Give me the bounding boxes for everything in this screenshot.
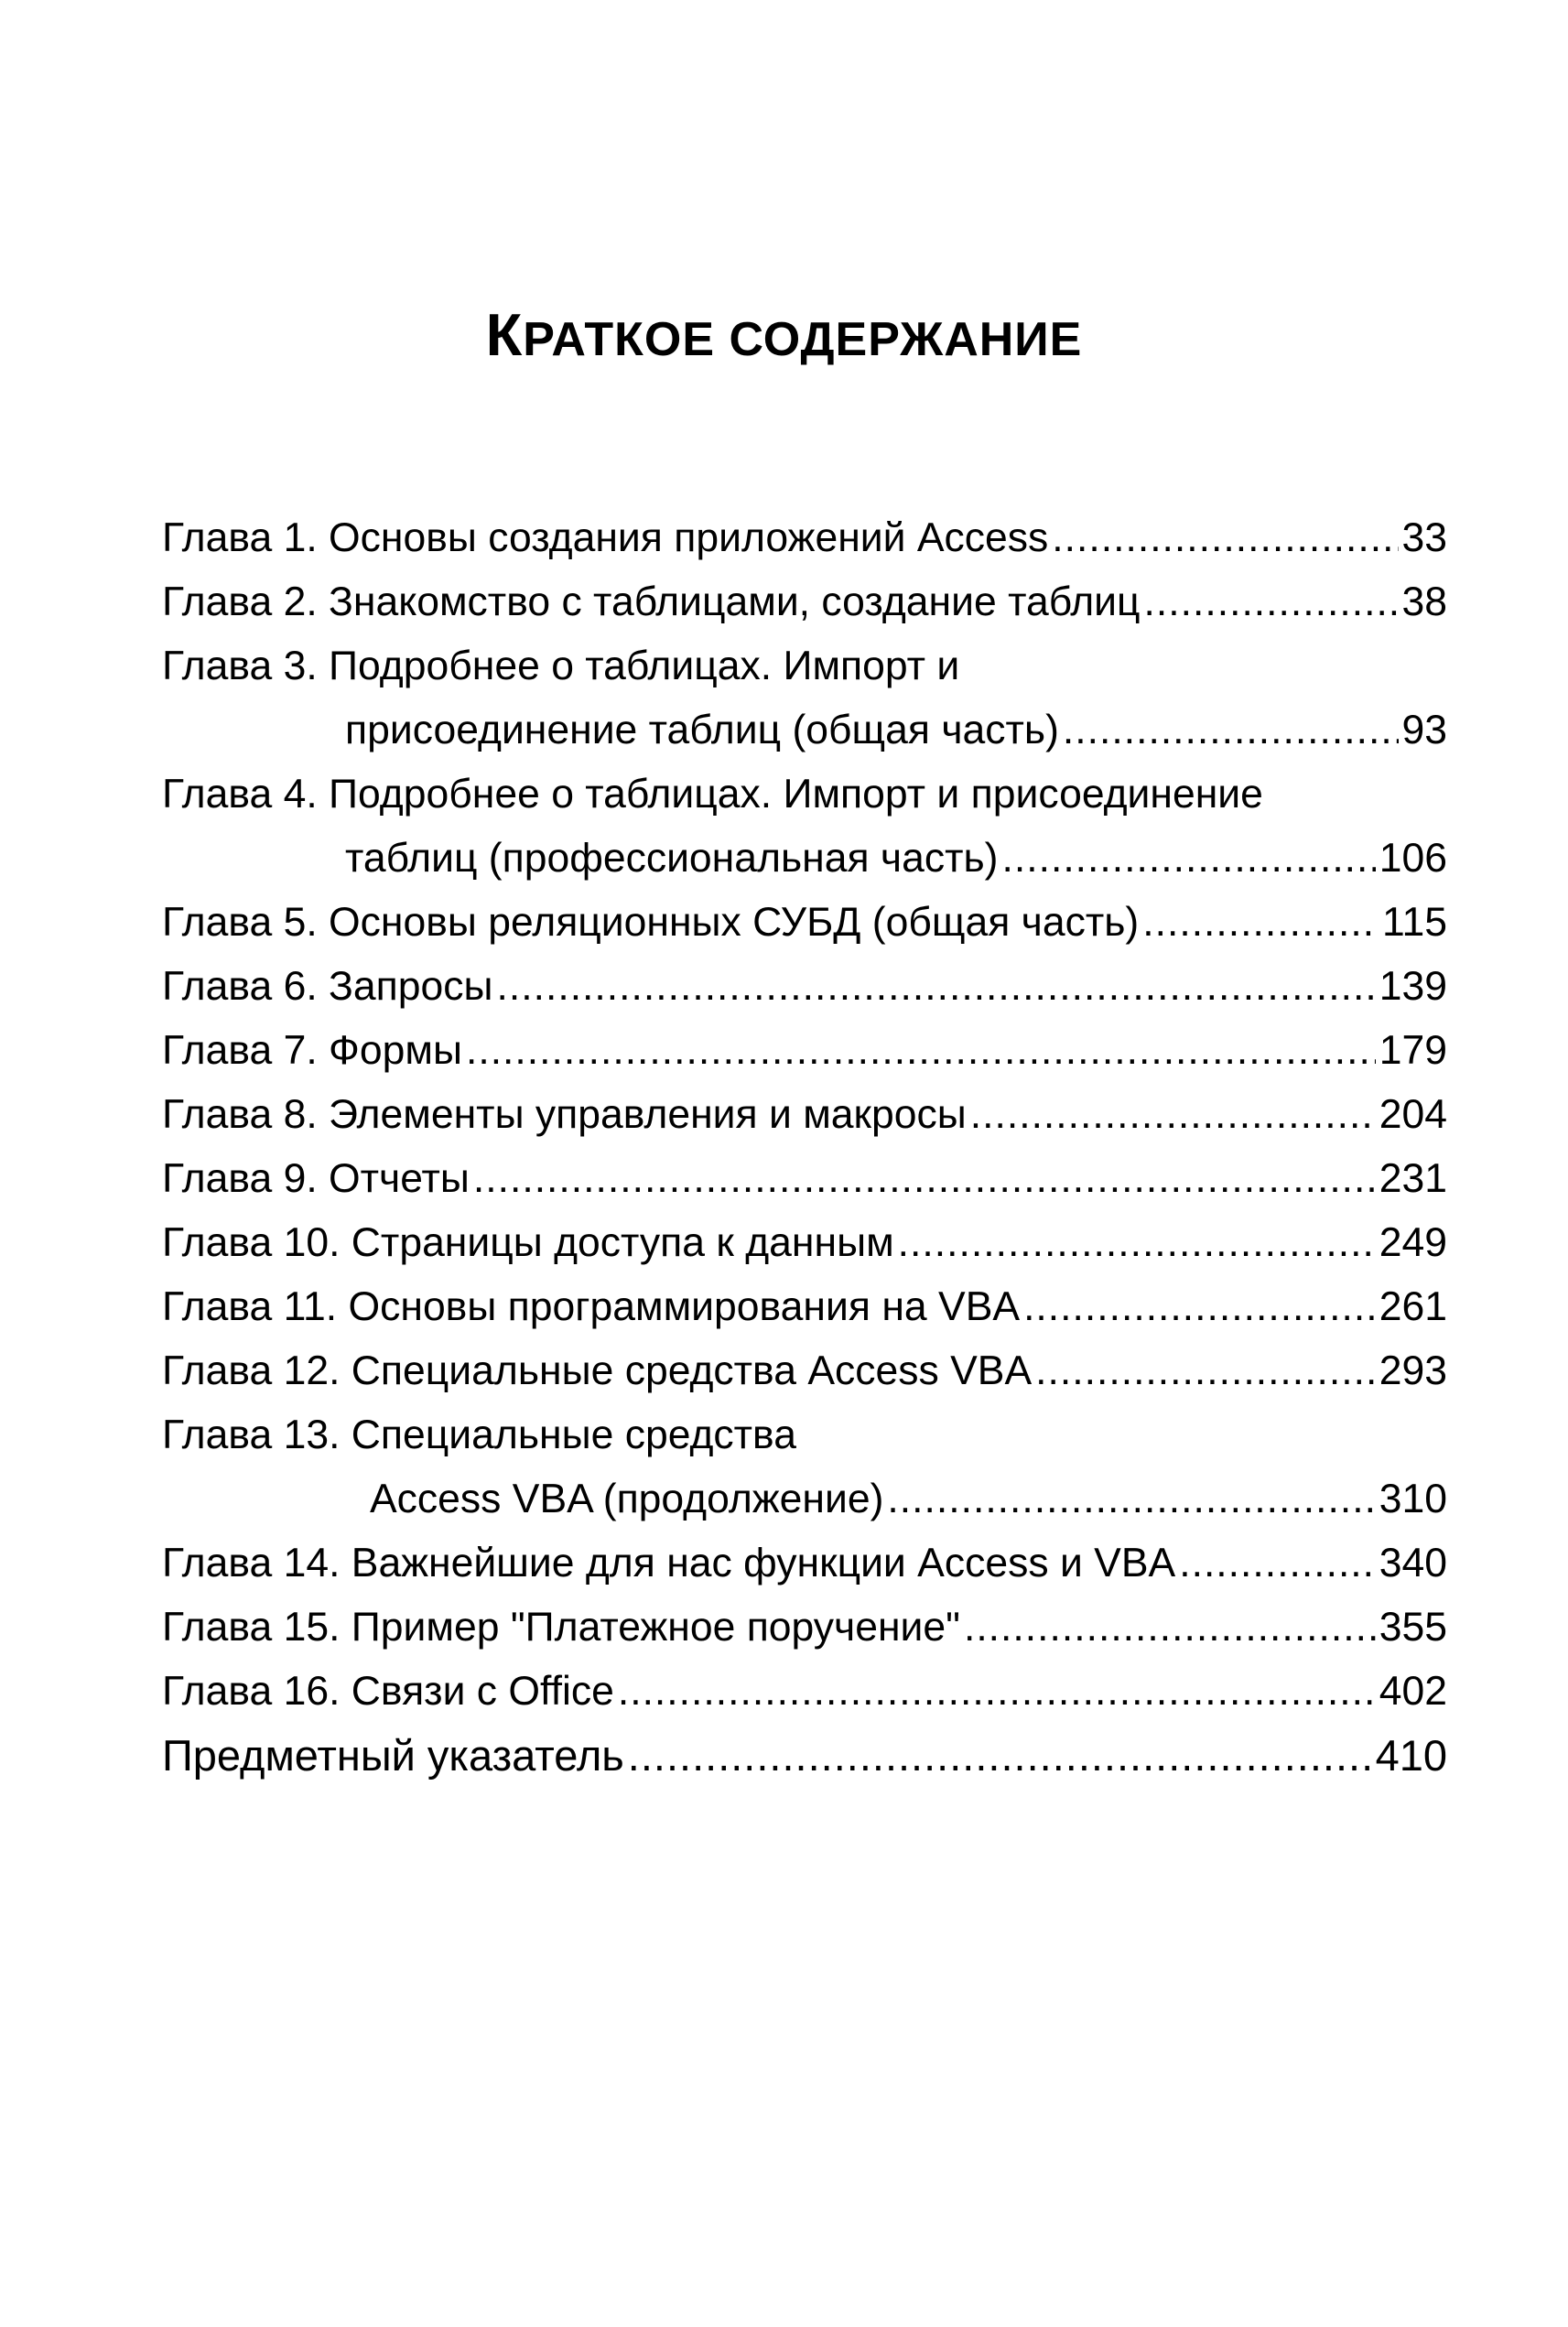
toc-entry-line <box>162 634 1447 698</box>
toc-index-title: Предметный указатель <box>162 1731 624 1780</box>
toc-chapter-title-cont: присоединение таблиц (общая часть) <box>345 708 1059 752</box>
dot-leader <box>1052 506 1398 570</box>
toc-entry-ch2[interactable] <box>162 570 1447 634</box>
page-title <box>0 298 1568 376</box>
dot-leader <box>1002 827 1376 891</box>
toc-entry-continuation <box>162 1467 1447 1531</box>
toc-page-number: 402 <box>1379 1669 1447 1714</box>
toc-page-number: 410 <box>1375 1731 1447 1780</box>
dot-leader <box>466 1019 1376 1083</box>
toc-entry-line <box>162 1403 1447 1467</box>
toc-entry-index[interactable] <box>162 1724 1447 1788</box>
dot-leader <box>970 1083 1376 1147</box>
toc-entry-line <box>162 1724 1447 1788</box>
toc-entry-continuation <box>162 698 1447 763</box>
toc-chapter-label: Глава 3. <box>162 644 330 688</box>
toc-page-number: 93 <box>1401 708 1447 752</box>
toc-entry-ch9[interactable] <box>162 1147 1447 1211</box>
toc-page-number: 261 <box>1379 1284 1447 1329</box>
toc-entry-line <box>162 763 1447 827</box>
toc-chapter-label: Глава 14. <box>162 1541 351 1586</box>
table-of-contents <box>162 506 1447 1788</box>
title-rest: РАТКОЕ СОДЕРЖАНИЕ <box>523 313 1083 366</box>
toc-entry-ch4[interactable] <box>162 763 1447 891</box>
toc-page-number: 115 <box>1382 900 1447 945</box>
toc-page-number: 139 <box>1379 964 1447 1009</box>
toc-chapter-title: Основы реляционных СУБД (общая часть) <box>329 900 1140 945</box>
toc-chapter-title: Связи с Office <box>351 1669 614 1714</box>
toc-chapter-title: Элементы управления и макросы <box>329 1092 967 1137</box>
toc-entry-ch1[interactable] <box>162 506 1447 570</box>
toc-chapter-label: Глава 10. <box>162 1220 351 1265</box>
toc-chapter-title: Основы создания приложений Access <box>329 515 1049 560</box>
toc-entry-ch6[interactable] <box>162 955 1447 1019</box>
dot-leader <box>1063 698 1399 763</box>
toc-chapter-title: Важнейшие для нас функции Access и VBA <box>351 1541 1176 1586</box>
toc-page-number: 293 <box>1379 1348 1447 1393</box>
toc-entry-ch16[interactable] <box>162 1660 1447 1724</box>
toc-chapter-label: Глава 12. <box>162 1348 351 1393</box>
toc-page-number: 179 <box>1379 1028 1447 1073</box>
toc-page-number: 106 <box>1379 836 1447 881</box>
toc-chapter-title: Отчеты <box>329 1156 470 1201</box>
dot-leader <box>1035 1339 1376 1403</box>
toc-page-number: 38 <box>1401 579 1447 624</box>
toc-chapter-label: Глава 2. <box>162 579 330 624</box>
toc-entry-ch15[interactable] <box>162 1596 1447 1660</box>
toc-chapter-title: Пример "Платежное поручение" <box>351 1605 960 1650</box>
toc-chapter-label: Глава 15. <box>162 1605 351 1650</box>
toc-chapter-label: Глава 9. <box>162 1156 330 1201</box>
toc-entry-ch7[interactable] <box>162 1019 1447 1083</box>
dot-leader <box>1023 1275 1376 1339</box>
dot-leader <box>497 955 1376 1019</box>
toc-entry-continuation <box>162 827 1447 891</box>
dot-leader <box>1179 1531 1376 1596</box>
toc-chapter-label: Глава 8. <box>162 1092 330 1137</box>
toc-chapter-title: Страницы доступа к данным <box>351 1220 894 1265</box>
toc-chapter-label: Глава 1. <box>162 515 330 560</box>
toc-chapter-title: Подробнее о таблицах. Импорт и присоединение <box>329 772 1263 817</box>
dot-leader <box>1142 891 1379 955</box>
toc-chapter-label: Глава 5. <box>162 900 330 945</box>
toc-page-number: 33 <box>1401 515 1447 560</box>
toc-entry-ch8[interactable] <box>162 1083 1447 1147</box>
toc-chapter-title: Формы <box>329 1028 462 1073</box>
dot-leader <box>628 1724 1372 1788</box>
toc-page-number: 231 <box>1379 1156 1447 1201</box>
toc-chapter-label: Глава 4. <box>162 772 330 817</box>
toc-page-number: 340 <box>1379 1541 1447 1586</box>
title-initial: К <box>485 301 524 368</box>
toc-chapter-title: Специальные средства <box>351 1412 796 1457</box>
toc-chapter-label: Глава 13. <box>162 1412 351 1457</box>
toc-chapter-title: Запросы <box>329 964 493 1009</box>
dot-leader <box>473 1147 1376 1211</box>
toc-entry-ch3[interactable] <box>162 634 1447 763</box>
toc-chapter-label: Глава 7. <box>162 1028 330 1073</box>
toc-entry-ch10[interactable] <box>162 1211 1447 1275</box>
toc-chapter-title: Знакомство с таблицами, создание таблиц <box>329 579 1141 624</box>
dot-leader <box>898 1211 1376 1275</box>
toc-entry-ch13[interactable] <box>162 1403 1447 1531</box>
toc-entry-ch11[interactable] <box>162 1275 1447 1339</box>
toc-chapter-title: Подробнее о таблицах. Импорт и <box>329 644 960 688</box>
toc-chapter-title: Основы программирования на VBA <box>348 1284 1021 1329</box>
toc-chapter-title: Специальные средства Access VBA <box>351 1348 1033 1393</box>
toc-chapter-label: Глава 6. <box>162 964 330 1009</box>
toc-entry-ch14[interactable] <box>162 1531 1447 1596</box>
toc-chapter-label: Глава 11. <box>162 1284 349 1329</box>
toc-page-number: 249 <box>1379 1220 1447 1265</box>
toc-chapter-label: Глава 16. <box>162 1669 351 1714</box>
toc-entry-ch5[interactable] <box>162 891 1447 955</box>
toc-page-number: 204 <box>1379 1092 1447 1137</box>
dot-leader <box>964 1596 1376 1660</box>
toc-page-number: 355 <box>1379 1605 1447 1650</box>
toc-entry-ch12[interactable] <box>162 1339 1447 1403</box>
dot-leader <box>1144 570 1399 634</box>
toc-page-number: 310 <box>1379 1477 1447 1521</box>
dot-leader <box>887 1467 1375 1531</box>
toc-chapter-title-cont: таблиц (профессиональная часть) <box>345 836 999 881</box>
dot-leader <box>618 1660 1376 1724</box>
toc-chapter-title-cont: Access VBA (продолжение) <box>370 1477 884 1521</box>
